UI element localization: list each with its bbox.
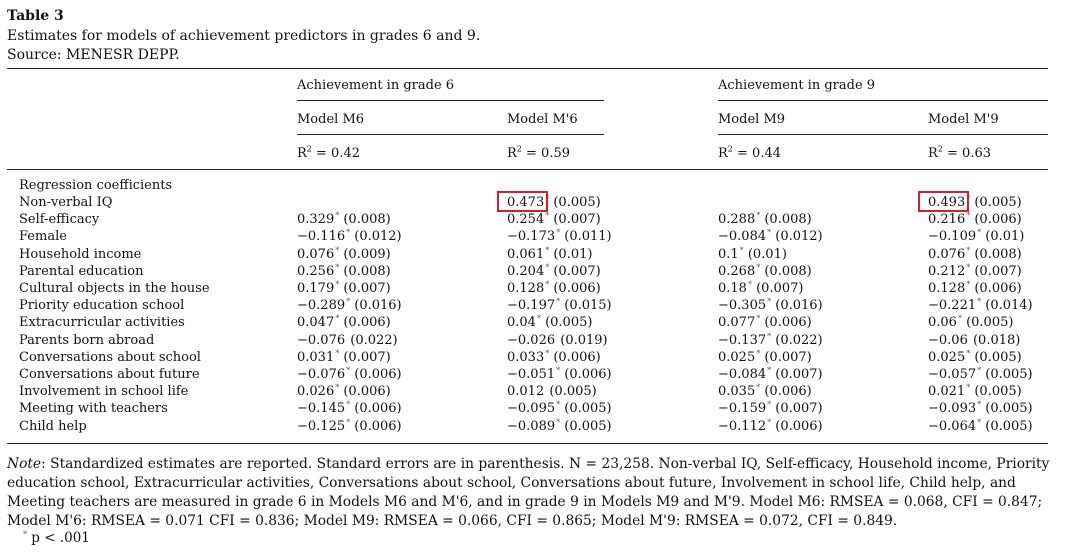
section-label: Regression coefficients (19, 178, 173, 193)
cell-standard-error: (0.008) (339, 264, 391, 279)
table-cell (507, 367, 612, 382)
cell-standard-error: (0.008) (339, 212, 391, 227)
significance-marker: * (335, 210, 340, 220)
cell-estimate: 0.076 (297, 247, 335, 262)
row-label: Cultural objects in the house (19, 281, 210, 296)
cell-standard-error: (0.005) (981, 419, 1033, 434)
cell-estimate: 0.035 (718, 384, 756, 399)
significance-marker: * (545, 348, 550, 358)
cell-standard-error: (0.007) (549, 264, 601, 279)
table-cell (507, 384, 597, 399)
significance-marker: * (346, 399, 351, 409)
model-header-m9: Model M9 (718, 112, 786, 127)
row-label: Child help (19, 419, 87, 434)
table-cell (507, 401, 612, 416)
cell-estimate: −0.093 (928, 401, 977, 416)
model-header-m9-prime: Model M'9 (928, 112, 999, 127)
table-cell (507, 298, 612, 313)
cell-standard-error: (0.016) (771, 298, 823, 313)
significance-marker: * (739, 245, 744, 255)
significance-marker: * (966, 210, 971, 220)
cell-standard-error: (0.005) (540, 315, 593, 330)
significance-marker: * (756, 382, 761, 392)
table-cell (928, 247, 1022, 262)
significance-marker: * (346, 365, 351, 375)
table-cell (718, 350, 812, 365)
cell-estimate: 0.493 (928, 195, 966, 210)
significance-marker: * (767, 296, 772, 306)
highlight-box-m9-prime-iq (918, 191, 969, 212)
cell-estimate: −0.026 (507, 333, 556, 348)
significance-marker: * (545, 262, 550, 272)
cell-standard-error: (0.022) (346, 333, 398, 348)
cell-standard-error: (0.005) (970, 384, 1022, 399)
model-header-m6: Model M6 (297, 112, 365, 127)
row-label: Self-efficacy (19, 212, 100, 227)
cell-estimate: 0.473 (507, 195, 545, 210)
row-label: Household income (19, 247, 142, 262)
cell-estimate: 0.288 (718, 212, 756, 227)
significance-marker: * (545, 210, 550, 220)
significance-marker: * (767, 365, 772, 375)
cell-standard-error: (0.005) (981, 401, 1033, 416)
cell-estimate: 0.268 (718, 264, 756, 279)
r2-m9: $R^2 = 0.44$ (718, 144, 781, 161)
model-rule-grade9 (718, 134, 1048, 135)
cell-estimate: 0.047 (297, 315, 335, 330)
cell-estimate: −0.125 (297, 419, 346, 434)
cell-standard-error: (0.009) (339, 247, 391, 262)
top-rule (7, 68, 1048, 69)
table-cell (297, 298, 402, 313)
cell-estimate: 0.212 (928, 264, 966, 279)
cell-estimate: −0.221 (928, 298, 977, 313)
table-cell (718, 419, 823, 434)
table-cell (928, 333, 1020, 348)
cell-standard-error: (0.005) (545, 384, 597, 399)
significance-marker: * (556, 365, 561, 375)
row-label: Meeting with teachers (19, 401, 168, 416)
table-cell (718, 298, 823, 313)
cell-standard-error: (0.006) (771, 419, 823, 434)
significance-marker: * (966, 245, 971, 255)
cell-estimate: −0.197 (507, 298, 556, 313)
table-cell (297, 333, 398, 348)
table-cell (507, 419, 612, 434)
group-header-grade6: Achievement in grade 6 (297, 78, 455, 93)
cell-estimate: −0.084 (718, 229, 767, 244)
cell-estimate: 0.076 (928, 247, 966, 262)
significance-marker: * (767, 417, 772, 427)
table-cell (928, 384, 1022, 399)
cell-estimate: 0.128 (507, 281, 545, 296)
cell-standard-error: (0.006) (350, 401, 402, 416)
cell-estimate: 0.06 (928, 315, 957, 330)
cell-standard-error: (0.006) (549, 281, 601, 296)
table-cell (297, 264, 391, 279)
cell-standard-error: (0.008) (760, 264, 812, 279)
cell-standard-error: (0.01) (981, 229, 1025, 244)
cell-estimate: 0.012 (507, 384, 545, 399)
table-cell (507, 212, 601, 227)
cell-standard-error: (0.011) (560, 229, 612, 244)
cell-estimate: 0.061 (507, 247, 545, 262)
table-cell (507, 281, 601, 296)
cell-estimate: 0.179 (297, 281, 335, 296)
significance-marker: * (556, 399, 561, 409)
significance-marker: * (545, 193, 550, 203)
cell-standard-error: (0.012) (771, 229, 823, 244)
cell-standard-error: (0.007) (771, 401, 823, 416)
cell-standard-error: (0.006) (350, 367, 402, 382)
significance-marker: * (767, 399, 772, 409)
significance-marker: * (335, 348, 340, 358)
cell-estimate: 0.025 (718, 350, 756, 365)
significance-marker: * (556, 227, 561, 237)
cell-estimate: −0.109 (928, 229, 977, 244)
cell-estimate: −0.289 (297, 298, 346, 313)
cell-estimate: 0.216 (928, 212, 966, 227)
significance-marker: * (545, 279, 550, 289)
cell-standard-error: (0.006) (970, 212, 1022, 227)
row-label: Priority education school (19, 298, 185, 313)
significance-marker: * (756, 262, 761, 272)
significance-marker: * (977, 296, 982, 306)
p-value-note (22, 530, 90, 546)
table-cell (928, 212, 1022, 227)
row-label: Female (19, 229, 67, 244)
table-cell (718, 315, 812, 330)
note-lead: Note (7, 456, 42, 472)
significance-marker: * (767, 227, 772, 237)
cell-estimate: −0.112 (718, 419, 767, 434)
table-cell (297, 367, 402, 382)
cell-standard-error: (0.007) (339, 350, 391, 365)
table-cell (507, 264, 601, 279)
table-cell (718, 367, 823, 382)
highlight-box-m6-prime-iq (497, 191, 548, 212)
cell-standard-error: (0.01) (549, 247, 593, 262)
cell-estimate: −0.057 (928, 367, 977, 382)
significance-marker: * (346, 227, 351, 237)
significance-marker: * (536, 313, 541, 323)
cell-estimate: 0.04 (507, 315, 536, 330)
p-note-text: p < .001 (27, 530, 90, 546)
cell-standard-error: (0.007) (751, 281, 804, 296)
row-label: Parental education (19, 264, 144, 279)
row-label: Non-verbal IQ (19, 195, 113, 210)
model-header-m6-prime: Model M'6 (507, 112, 578, 127)
cell-standard-error: (0.006) (549, 350, 601, 365)
table-cell (928, 298, 1033, 313)
cell-standard-error: (0.005) (560, 401, 612, 416)
table-cell (718, 281, 803, 296)
cell-estimate: 0.256 (297, 264, 335, 279)
row-label: Parents born abroad (19, 333, 155, 348)
table-cell (928, 315, 1013, 330)
table-cell (297, 384, 391, 399)
significance-marker: * (767, 331, 772, 341)
significance-marker: * (335, 279, 340, 289)
cell-estimate: −0.076 (297, 333, 346, 348)
table-cell (507, 247, 592, 262)
significance-marker: * (977, 417, 982, 427)
group-rule-grade6 (297, 100, 604, 101)
cell-estimate: −0.159 (718, 401, 767, 416)
cell-standard-error: (0.016) (350, 298, 402, 313)
group-header-grade9: Achievement in grade 9 (718, 78, 876, 93)
table-cell (928, 350, 1022, 365)
table-cell (507, 315, 592, 330)
significance-marker: * (966, 382, 971, 392)
significance-marker: * (545, 245, 550, 255)
significance-marker: * (556, 296, 561, 306)
cell-standard-error: (0.006) (560, 367, 612, 382)
cell-standard-error: (0.014) (981, 298, 1033, 313)
cell-standard-error: (0.006) (970, 281, 1022, 296)
significance-marker: * (346, 417, 351, 427)
significance-marker: * (977, 399, 982, 409)
cell-standard-error: (0.005) (970, 195, 1022, 210)
table-cell (718, 384, 812, 399)
significance-marker: * (977, 365, 982, 375)
cell-estimate: −0.084 (718, 367, 767, 382)
cell-estimate: −0.089 (507, 419, 556, 434)
table-cell (718, 264, 812, 279)
table-cell (297, 350, 391, 365)
cell-standard-error: (0.008) (760, 212, 812, 227)
cell-standard-error: (0.008) (970, 247, 1022, 262)
cell-estimate: −0.06 (928, 333, 968, 348)
cell-estimate: −0.145 (297, 401, 346, 416)
cell-estimate: 0.025 (928, 350, 966, 365)
table-cell (297, 229, 402, 244)
table-cell (718, 401, 823, 416)
row-label: Extracurricular activities (19, 315, 185, 330)
table-cell (297, 212, 391, 227)
cell-standard-error: (0.018) (968, 333, 1021, 348)
significance-marker: * (335, 382, 340, 392)
cell-estimate: 0.077 (718, 315, 756, 330)
significance-marker: * (335, 313, 340, 323)
table-cell (928, 419, 1033, 434)
cell-standard-error: (0.006) (760, 315, 812, 330)
cell-standard-error: (0.007) (970, 264, 1022, 279)
row-label: Involvement in school life (19, 384, 189, 399)
r2-m6: $R^2 = 0.42$ (297, 144, 360, 161)
cell-estimate: 0.18 (718, 281, 747, 296)
cell-standard-error: (0.005) (981, 367, 1033, 382)
cell-estimate: 0.128 (928, 281, 966, 296)
cell-standard-error: (0.005) (560, 419, 612, 434)
table-cell (718, 195, 719, 210)
table-cell (297, 401, 402, 416)
significance-marker: * (957, 313, 962, 323)
cell-standard-error: (0.006) (339, 384, 391, 399)
cell-standard-error: (0.007) (549, 212, 601, 227)
cell-standard-error: (0.019) (556, 333, 608, 348)
significance-marker: * (747, 279, 752, 289)
cell-standard-error: (0.007) (339, 281, 391, 296)
table-cell (507, 333, 608, 348)
significance-marker: * (335, 245, 340, 255)
significance-marker: * (556, 417, 561, 427)
cell-estimate: 0.1 (718, 247, 739, 262)
cell-standard-error: (0.005) (549, 195, 601, 210)
r2-m6-prime: $R^2 = 0.59$ (507, 144, 570, 161)
cell-estimate: 0.204 (507, 264, 545, 279)
cell-standard-error: (0.015) (560, 298, 612, 313)
significance-marker: * (756, 210, 761, 220)
cell-estimate: −0.173 (507, 229, 556, 244)
table-label: Table 3 (7, 8, 64, 24)
significance-marker: * (756, 348, 761, 358)
cell-estimate: −0.076 (297, 367, 346, 382)
table-cell (718, 229, 823, 244)
cell-standard-error: (0.006) (339, 315, 391, 330)
cell-estimate: 0.031 (297, 350, 335, 365)
note-text: : Standardized estimates are reported. Standard errors are in parenthesis. N = 23,258. Non-verbal IQ, Self-efficacy, Household income, Priority education school, Extracurricular activities, Conversations about school, Conversations about future, Involvement in school life, Child help, and Meeting teachers are measured in grade 6 in Models M6 and M'6, and in grade 9 in Models M9 and M'9. Model M6: RMSEA = 0.068, CFI = 0.847; Model M'6: RMSEA = 0.071 CFI = 0.836; Model M9: RMSEA = 0.066, CFI = 0.865; Model M'9: RMSEA = 0.072, CFI = 0.849. (7, 456, 1050, 529)
table-caption: Estimates for models of achievement predictors in grades 6 and 9. (7, 28, 481, 44)
cell-standard-error: (0.007) (760, 350, 812, 365)
cell-estimate: −0.116 (297, 229, 346, 244)
cell-estimate: −0.137 (718, 333, 767, 348)
cell-estimate: −0.305 (718, 298, 767, 313)
r2-m9-prime: $R^2 = 0.63$ (928, 144, 991, 161)
cell-standard-error: (0.012) (350, 229, 402, 244)
significance-marker: * (756, 313, 761, 323)
table-source: Source: MENESR DEPP. (7, 47, 180, 63)
row-label: Conversations about school (19, 350, 201, 365)
group-rule-grade9 (718, 100, 1048, 101)
significance-marker: * (966, 348, 971, 358)
table-cell (507, 229, 612, 244)
table-cell (297, 281, 391, 296)
table-cell (928, 367, 1033, 382)
cell-standard-error: (0.006) (760, 384, 812, 399)
p-note-star: * (23, 529, 27, 539)
significance-marker: * (966, 193, 971, 203)
significance-marker: * (966, 279, 971, 289)
table-cell (928, 264, 1022, 279)
significance-marker: * (335, 262, 340, 272)
table-cell (928, 229, 1024, 244)
table-cell (718, 247, 787, 262)
table-cell (507, 350, 601, 365)
table-cell (297, 315, 391, 330)
row-label: Conversations about future (19, 367, 200, 382)
significance-marker: * (977, 227, 982, 237)
cell-standard-error: (0.005) (961, 315, 1014, 330)
cell-standard-error: (0.01) (743, 247, 787, 262)
table-cell (297, 247, 391, 262)
significance-marker: * (346, 296, 351, 306)
cell-estimate: −0.064 (928, 419, 977, 434)
cell-standard-error: (0.007) (771, 367, 823, 382)
cell-standard-error: (0.022) (771, 333, 823, 348)
table-cell (928, 281, 1022, 296)
cell-standard-error: (0.006) (350, 419, 402, 434)
table-cell (297, 419, 402, 434)
header-bottom-rule (7, 169, 1048, 170)
table-cell (718, 212, 812, 227)
cell-estimate: 0.021 (928, 384, 966, 399)
cell-standard-error: (0.005) (970, 350, 1022, 365)
cell-estimate: 0.329 (297, 212, 335, 227)
cell-estimate: 0.026 (297, 384, 335, 399)
table-cell (928, 401, 1033, 416)
table-bottom-rule (7, 443, 1048, 444)
cell-estimate: 0.033 (507, 350, 545, 365)
table-cell (718, 333, 823, 348)
cell-estimate: −0.095 (507, 401, 556, 416)
cell-estimate: −0.051 (507, 367, 556, 382)
model-rule-grade6 (297, 134, 604, 135)
significance-marker: * (966, 262, 971, 272)
table-cell (297, 195, 298, 210)
cell-estimate: 0.254 (507, 212, 545, 227)
table-note (7, 455, 1052, 531)
